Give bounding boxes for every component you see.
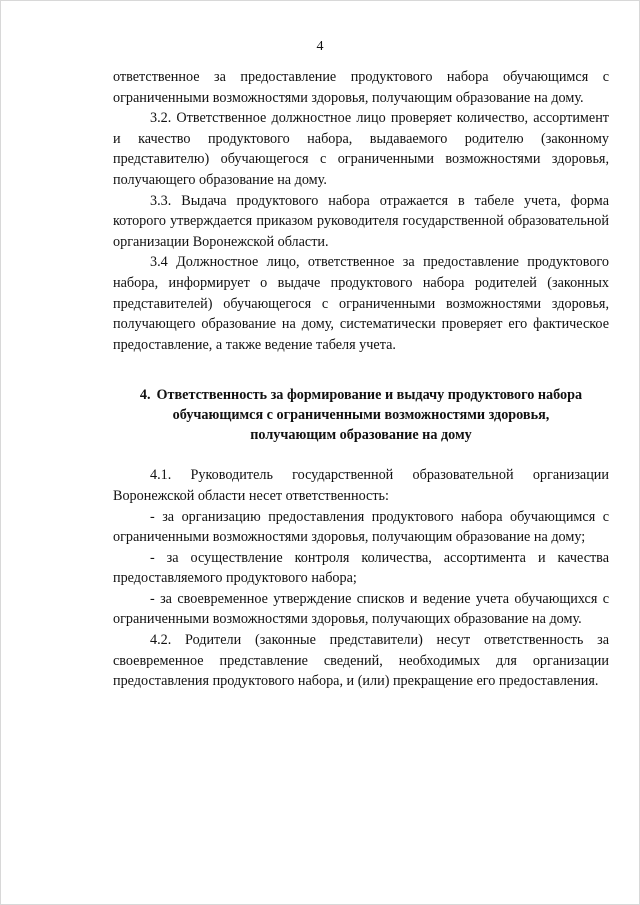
paragraph-3-3: 3.3. Выдача продуктового набора отражается в табеле учета, форма которого утверждается приказом руководителя государственной образовательной организации Воронежской области. [113, 192, 609, 250]
section-heading-text-1: Ответственность за формирование и выдачу продуктового набора [156, 387, 583, 404]
paragraph-4-1: 4.1. Руководитель государственной образовательной организации Воронежской области несет ответственность: [113, 467, 609, 504]
document-body [113, 67, 609, 692]
page-number: 4 [316, 39, 324, 54]
paragraph-4-1-item-2: - за осуществление контроля количества, ассортимента и качества предоставляемого продуктового набора; [113, 549, 609, 587]
paragraph-3-4: 3.4 Должностное лицо, ответственное за предоставление продуктового набора, информирует о выдаче продуктового набора родителей (законных представителей) обучающегося с ограниченными возможностями здоровья, получающего образование на дому, систематически проверяет его фактическое предоставление, а также ведение табеля учета. [113, 254, 609, 353]
section-heading-line-2: обучающимся с ограниченными возможностями здоровья, [172, 407, 550, 424]
paragraph-continuation: ответственное за предоставление продуктового набора обучающимся с ограниченными возможностями здоровья, получающим образование на дому. [113, 69, 609, 106]
paragraph-3-2: 3.2. Ответственное должностное лицо проверяет количество, ассортимент и качество продуктового набора, выдаваемого родителю (законному представителю) обучающегося с ограниченными возможностями здоровья, получающего образование на дому. [113, 110, 609, 188]
paragraph-4-1-item-3: - за своевременное утверждение списков и ведение учета обучающихся с ограниченными возможностями здоровья, получающих образование на дому. [113, 590, 609, 628]
paragraph-4-1-item-1: - за организацию предоставления продуктового набора обучающимся с ограниченными возможностями здоровья, получающим образование на дому; [113, 508, 609, 546]
section-heading-4 [113, 385, 609, 445]
section-number: 4. [139, 387, 151, 404]
section-heading-line-3: получающим образование на дому [250, 427, 472, 444]
paragraph-4-2: 4.2. Родители (законные представители) несут ответственность за своевременное представление сведений, необходимых для организации предоставления продуктового набора, и (или) прекращение его предоставления. [113, 632, 609, 690]
section-heading-line-1 [113, 385, 609, 405]
